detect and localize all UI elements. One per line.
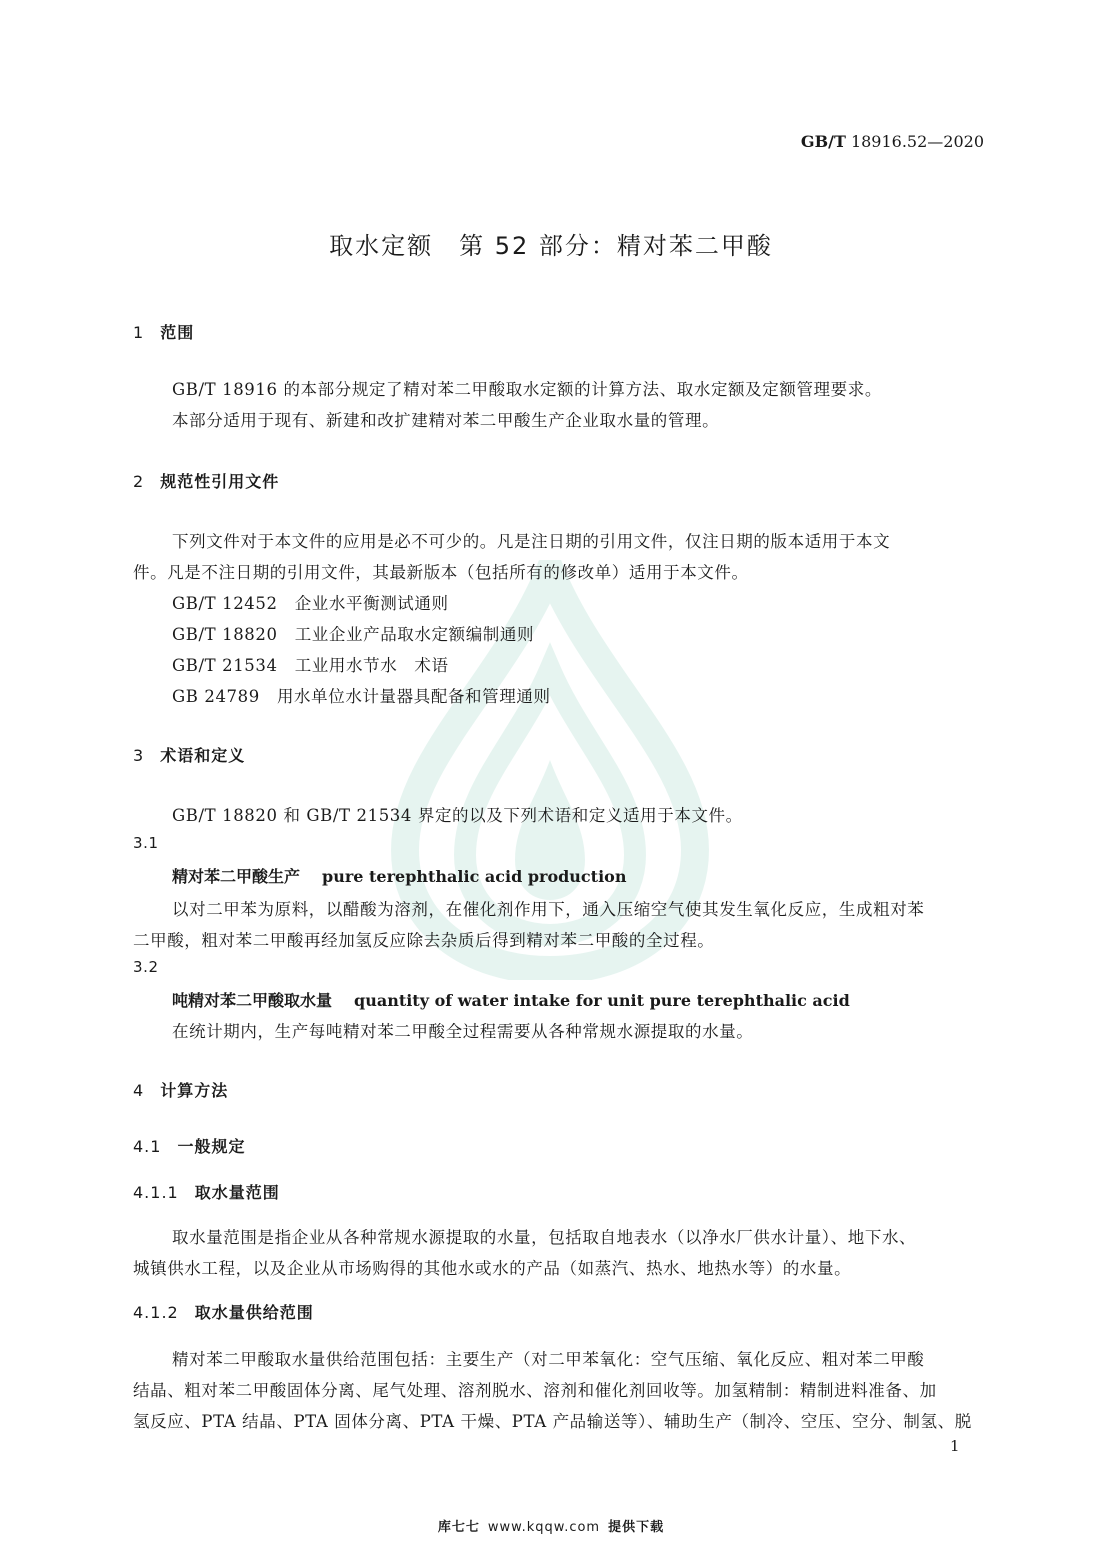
paragraph: GB/T 18820 和 GB/T 21534 界定的以及下列术语和定义适用于本文件。 [172, 806, 743, 825]
section-number: 1 [133, 323, 145, 342]
section-2-heading [133, 469, 279, 492]
term-number: 3.2 [133, 958, 159, 976]
subsection-title: 一般规定 [177, 1137, 246, 1156]
paragraph-line: 结晶、粗对苯二甲酸固体分离、尾气处理、溶剂脱水、溶剂和催化剂回收等。加氢精制：精制进料准备、加 [133, 1381, 937, 1400]
reference-item: GB/T 21534 工业用水节水 术语 [172, 656, 449, 675]
paragraph: GB/T 18916 的本部分规定了精对苯二甲酸取水定额的计算方法、取水定额及定额管理要求。 [172, 380, 882, 399]
term-en: pure terephthalic acid production [322, 867, 627, 886]
standard-code: 18916.52—2020 [850, 132, 984, 151]
section-title: 术语和定义 [160, 746, 246, 765]
reference-item: GB/T 18820 工业企业产品取水定额编制通则 [172, 625, 535, 644]
section-3-heading [133, 743, 245, 766]
paragraph-line: 氢反应、PTA 结晶、PTA 固体分离、PTA 干燥、PTA 产品输送等）、辅助生产（制冷、空压、空分、制氢、脱 [133, 1412, 972, 1431]
page-number: 1 [950, 1437, 960, 1455]
subsection-4-1-1-heading [133, 1180, 280, 1203]
section-number: 3 [133, 746, 145, 765]
definition-line: 在统计期内，生产每吨精对苯二甲酸全过程需要从各种常规水源提取的水量。 [172, 1022, 754, 1041]
footer-url[interactable]: www.kqqw.com [487, 1520, 601, 1535]
definition-line: 以对二甲苯为原料，以醋酸为溶剂，在催化剂作用下，通入压缩空气使其发生氧化反应，生成粗对苯 [172, 900, 925, 919]
subsection-title: 取水量范围 [194, 1183, 280, 1202]
term-number: 3.1 [133, 834, 159, 852]
subsection-number: 4.1 [133, 1137, 162, 1156]
document-title: 取水定额 第 52 部分：精对苯二甲酸 [329, 232, 773, 260]
section-1-heading [133, 320, 194, 343]
term-en: quantity of water intake for unit pure terephthalic acid [354, 991, 850, 1010]
subsection-number: 4.1.2 [133, 1303, 179, 1322]
section-title: 计算方法 [160, 1081, 229, 1100]
section-title: 范围 [160, 323, 195, 342]
footer-action: 提供下载 [608, 1520, 665, 1535]
standard-prefix: GB/T [800, 132, 846, 151]
paragraph-line: 精对苯二甲酸取水量供给范围包括：主要生产（对二甲苯氧化：空气压缩、氧化反应、粗对苯二甲酸 [172, 1350, 925, 1369]
paragraph-line: 下列文件对于本文件的应用是必不可少的。凡是注日期的引用文件，仅注日期的版本适用于本文 [172, 532, 891, 551]
term-heading [172, 864, 626, 887]
reference-item: GB 24789 用水单位水计量器具配备和管理通则 [172, 687, 551, 706]
section-number: 2 [133, 472, 145, 491]
subsection-4-1-heading [133, 1134, 245, 1157]
term-heading [172, 988, 850, 1011]
term-zh: 精对苯二甲酸生产 [172, 867, 301, 886]
section-title: 规范性引用文件 [160, 472, 280, 491]
section-4-heading [133, 1078, 228, 1101]
subsection-title: 取水量供给范围 [194, 1303, 314, 1322]
subsection-number: 4.1.1 [133, 1183, 179, 1202]
paragraph: 本部分适用于现有、新建和改扩建精对苯二甲酸生产企业取水量的管理。 [172, 411, 720, 430]
paragraph-line: 件。凡是不注日期的引用文件，其最新版本（包括所有的修改单）适用于本文件。 [133, 563, 749, 582]
definition-line: 二甲酸，粗对苯二甲酸再经加氢反应除去杂质后得到精对苯二甲酸的全过程。 [133, 931, 715, 950]
paragraph-line: 城镇供水工程，以及企业从市场购得的其他水或水的产品（如蒸汽、热水、地热水等）的水量。 [133, 1259, 852, 1278]
reference-item: GB/T 12452 企业水平衡测试通则 [172, 594, 449, 613]
subsection-4-1-2-heading [133, 1300, 314, 1323]
paragraph-line: 取水量范围是指企业从各种常规水源提取的水量，包括取自地表水（以净水厂供水计量）、地下水、 [172, 1228, 917, 1247]
section-number: 4 [133, 1081, 145, 1100]
term-zh: 吨精对苯二甲酸取水量 [172, 991, 333, 1010]
standard-number [801, 132, 984, 151]
footer-site: 库七七 [437, 1520, 480, 1535]
footer-watermark [0, 1516, 1102, 1535]
